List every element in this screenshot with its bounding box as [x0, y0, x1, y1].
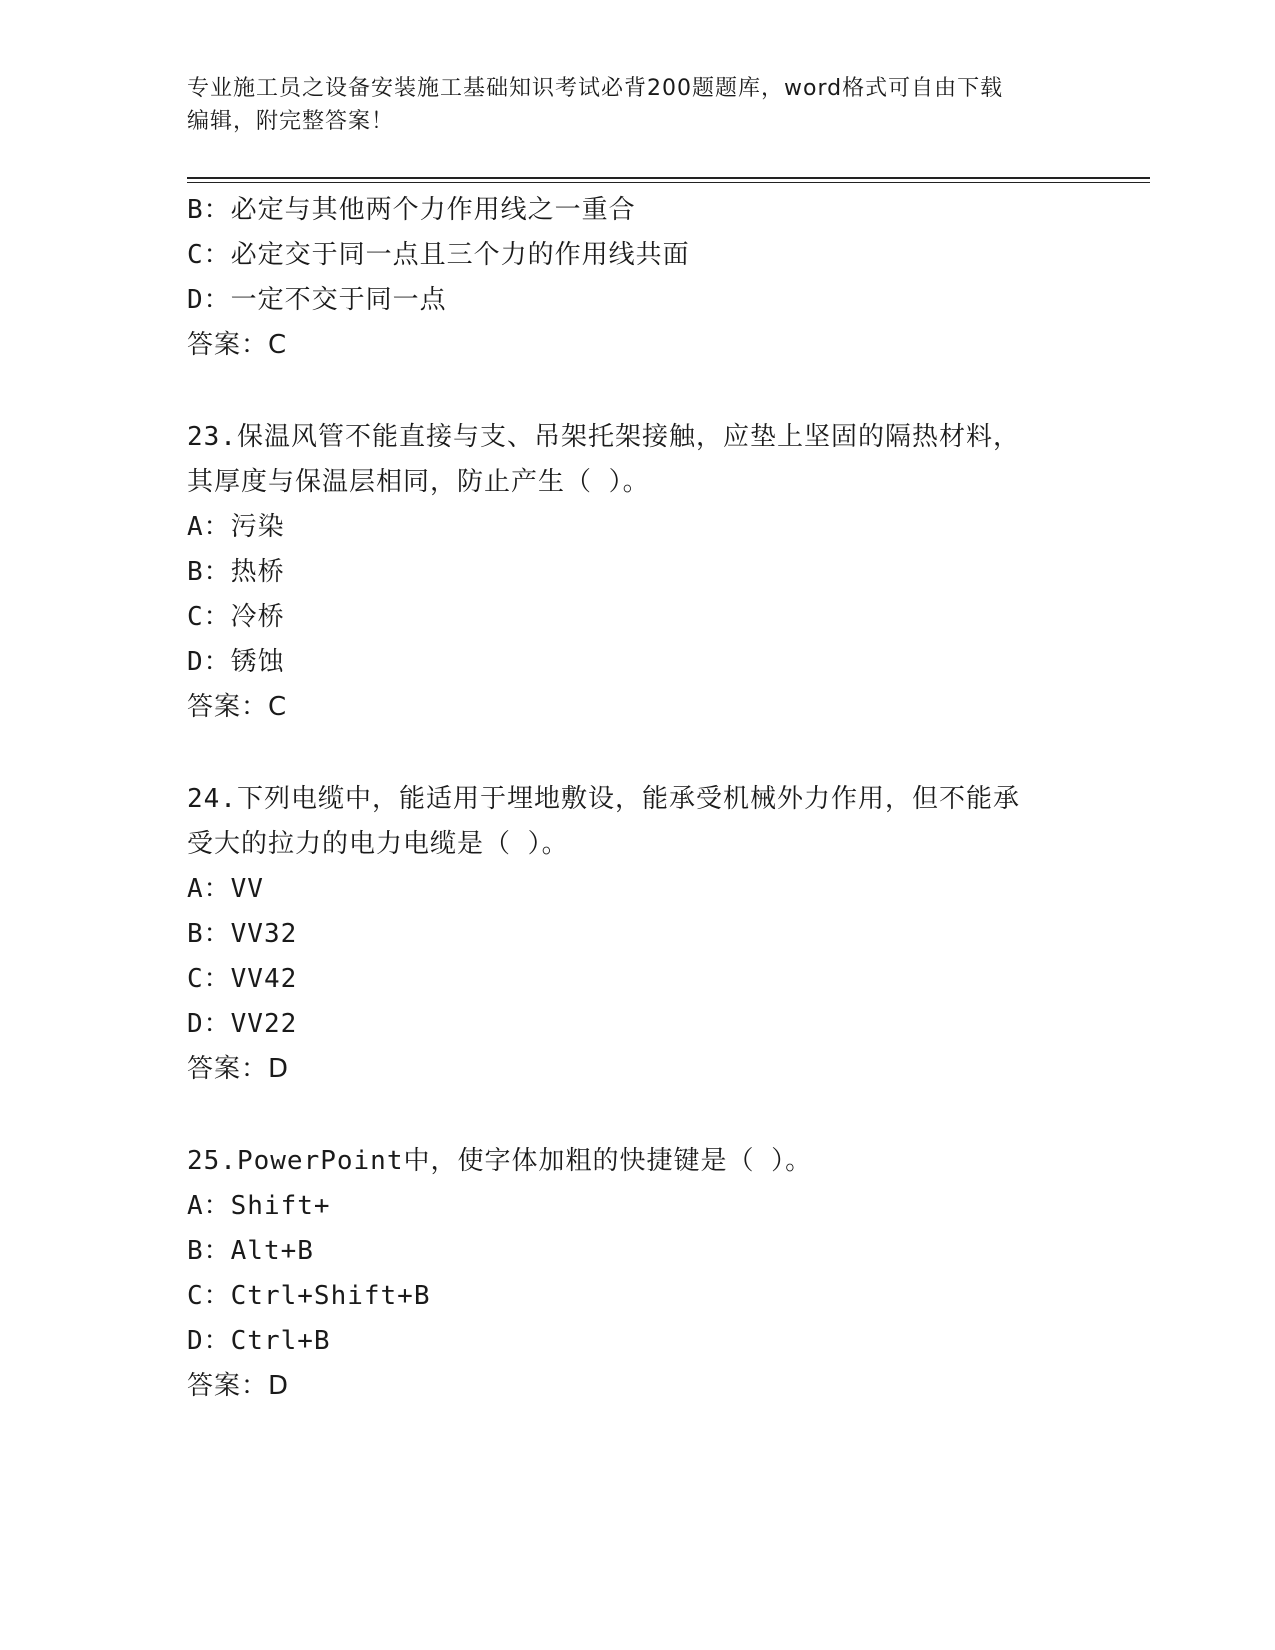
header-title-line-2: 编辑，附完整答案！ — [187, 109, 395, 134]
option-d: D：一定不交于同一点 — [187, 285, 447, 315]
option-c: C：冷桥 — [187, 602, 285, 632]
document-header — [187, 72, 1067, 138]
question-24 — [187, 777, 1087, 1092]
question-text-line-2: 受大的拉力的电力电缆是（ ）。 — [187, 829, 569, 859]
question-gap — [187, 1092, 1087, 1139]
option-b: B：必定与其他两个力作用线之一重合 — [187, 195, 636, 225]
option-a: A：VV — [187, 874, 264, 904]
question-25 — [187, 1139, 1087, 1409]
option-c: C：Ctrl+Shift+B — [187, 1281, 431, 1311]
question-text-line-1: 24.下列电缆中，能适用于埋地敷设，能承受机械外力作用，但不能承 — [187, 784, 1020, 814]
option-b: B：Alt+B — [187, 1236, 314, 1266]
header-title-line-1: 专业施工员之设备安装施工基础知识考试必背200题题库，word格式可自由下载 — [187, 76, 1004, 101]
option-a: A：污染 — [187, 512, 285, 542]
option-a: A：Shift+ — [187, 1191, 331, 1221]
option-d: D：VV22 — [187, 1009, 298, 1039]
answer-line: 答案：C — [187, 692, 288, 722]
option-b: B：VV32 — [187, 919, 298, 949]
question-text-line-1: 23.保温风管不能直接与支、吊架托架接触，应垫上坚固的隔热材料， — [187, 422, 1020, 452]
header-divider-thick — [187, 177, 1150, 179]
question-22-continued — [187, 188, 1087, 368]
answer-line: 答案：C — [187, 330, 288, 360]
question-text-line-2: 其厚度与保温层相同，防止产生（ ）。 — [187, 467, 650, 497]
question-text-line-1: 25.PowerPoint中，使字体加粗的快捷键是（ ）。 — [187, 1146, 813, 1176]
option-c: C：必定交于同一点且三个力的作用线共面 — [187, 240, 690, 270]
answer-line: 答案：D — [187, 1054, 290, 1084]
option-d: D：Ctrl+B — [187, 1326, 331, 1356]
question-gap — [187, 730, 1087, 777]
header-divider-thin — [187, 182, 1150, 183]
question-list — [187, 188, 1087, 1409]
question-23 — [187, 415, 1087, 730]
option-d: D：锈蚀 — [187, 647, 285, 677]
option-b: B：热桥 — [187, 557, 285, 587]
option-c: C：VV42 — [187, 964, 298, 994]
question-gap — [187, 368, 1087, 415]
answer-line: 答案：D — [187, 1371, 290, 1401]
